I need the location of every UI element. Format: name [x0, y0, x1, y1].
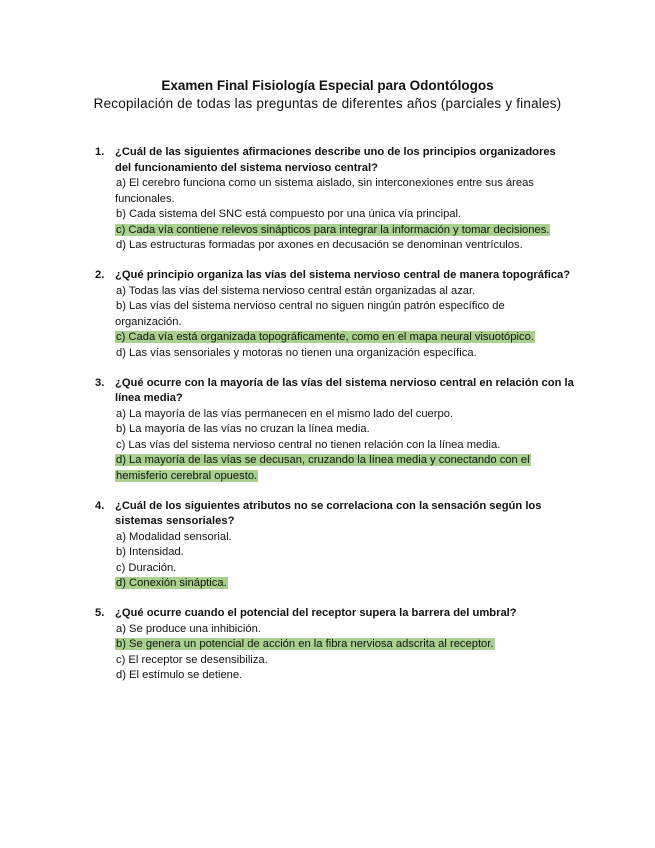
question-number: 2. [95, 269, 105, 281]
question-text: ¿Cuál de las siguientes afirmaciones describe uno de los principios organizadores del funcionamiento del sistema nervioso central? [115, 146, 556, 174]
option-text: a) Modalidad sensorial. [116, 530, 232, 543]
option-a [115, 407, 575, 423]
option-a [115, 530, 575, 546]
question-list [95, 145, 575, 698]
option-b [115, 207, 575, 223]
option-text: c) Las vías del sistema nervioso central no tienen relación con la línea media. [116, 438, 501, 451]
option-c [115, 561, 575, 577]
option-text: c) Cada vía está organizada topográficamente, como en el mapa neural visuotópico. [116, 331, 534, 343]
option-text: c) Duración. [116, 561, 177, 574]
option-text: b) Se genera un potencial de acción en la fibra nerviosa adscrita al receptor. [116, 638, 494, 650]
question-text: ¿Qué ocurre con la mayoría de las vías del sistema nervioso central en relación con la línea media? [115, 376, 574, 404]
option-d-correct [115, 453, 575, 484]
option-a [115, 622, 575, 638]
question-number: 1. [95, 146, 105, 158]
option-text: d) El estímulo se detiene. [116, 669, 243, 681]
question-3 [95, 376, 575, 485]
question-number: 5. [95, 607, 105, 619]
option-b-correct [115, 637, 575, 653]
option-b [115, 422, 575, 438]
question-number: 4. [95, 499, 105, 512]
option-d [115, 238, 575, 254]
option-c [115, 653, 575, 669]
option-a [115, 176, 575, 207]
option-text: d) Las estructuras formadas por axones en decusación se denominan ventrículos. [116, 239, 523, 251]
question-2 [95, 268, 575, 361]
option-text: d) Las vías sensoriales y motoras no tienen una organización específica. [116, 346, 477, 359]
option-c [115, 438, 575, 454]
option-text: a) El cerebro funciona como un sistema aislado, sin interconexiones entre sus áreas funcionales. [115, 177, 534, 205]
option-c-correct [115, 223, 575, 239]
page-title: Examen Final Fisiología Especial para Odontólogos [161, 78, 494, 93]
option-a [115, 284, 575, 300]
option-text: a) La mayoría de las vías permanecen en el mismo lado del cuerpo. [116, 407, 454, 420]
option-d [115, 668, 575, 684]
option-text: c) El receptor se desensibiliza. [116, 653, 268, 666]
option-text: b) Las vías del sistema nervioso central no siguen ningún patrón específico de organización. [115, 300, 505, 328]
option-text: b) Intensidad. [116, 546, 184, 558]
question-number: 3. [95, 376, 105, 389]
question-1 [95, 145, 575, 254]
option-c-correct [115, 330, 575, 346]
question-4 [95, 499, 575, 592]
question-text: ¿Qué ocurre cuando el potencial del receptor supera la barrera del umbral? [115, 607, 517, 619]
question-text: ¿Qué principio organiza las vías del sistema nervioso central de manera topográfica? [115, 269, 571, 281]
option-b [115, 545, 575, 561]
option-text: d) La mayoría de las vías se decusan, cruzando la línea media y conectando con el hemisferio cerebral opuesto. [116, 454, 530, 482]
option-b [115, 299, 575, 330]
option-text: b) Cada sistema del SNC está compuesto por una única vía principal. [116, 208, 462, 220]
option-d-correct [115, 576, 575, 592]
option-text: a) Se produce una inhibición. [116, 622, 261, 635]
option-text: a) Todas las vías del sistema nervioso central están organizadas al azar. [116, 284, 476, 297]
option-text: b) La mayoría de las vías no cruzan la línea media. [116, 423, 370, 435]
option-text: d) Conexión sináptica. [116, 577, 227, 589]
page-subtitle: Recopilación de todas las preguntas de diferentes años (parciales y finales) [93, 96, 562, 111]
question-5 [95, 606, 575, 684]
option-text: c) Cada vía contiene relevos sinápticos para integrar la información y tomar decisiones. [116, 223, 550, 236]
option-d [115, 346, 575, 362]
question-text: ¿Cuál de los siguientes atributos no se correlaciona con la sensación según los sistemas sensoriales? [115, 499, 542, 527]
